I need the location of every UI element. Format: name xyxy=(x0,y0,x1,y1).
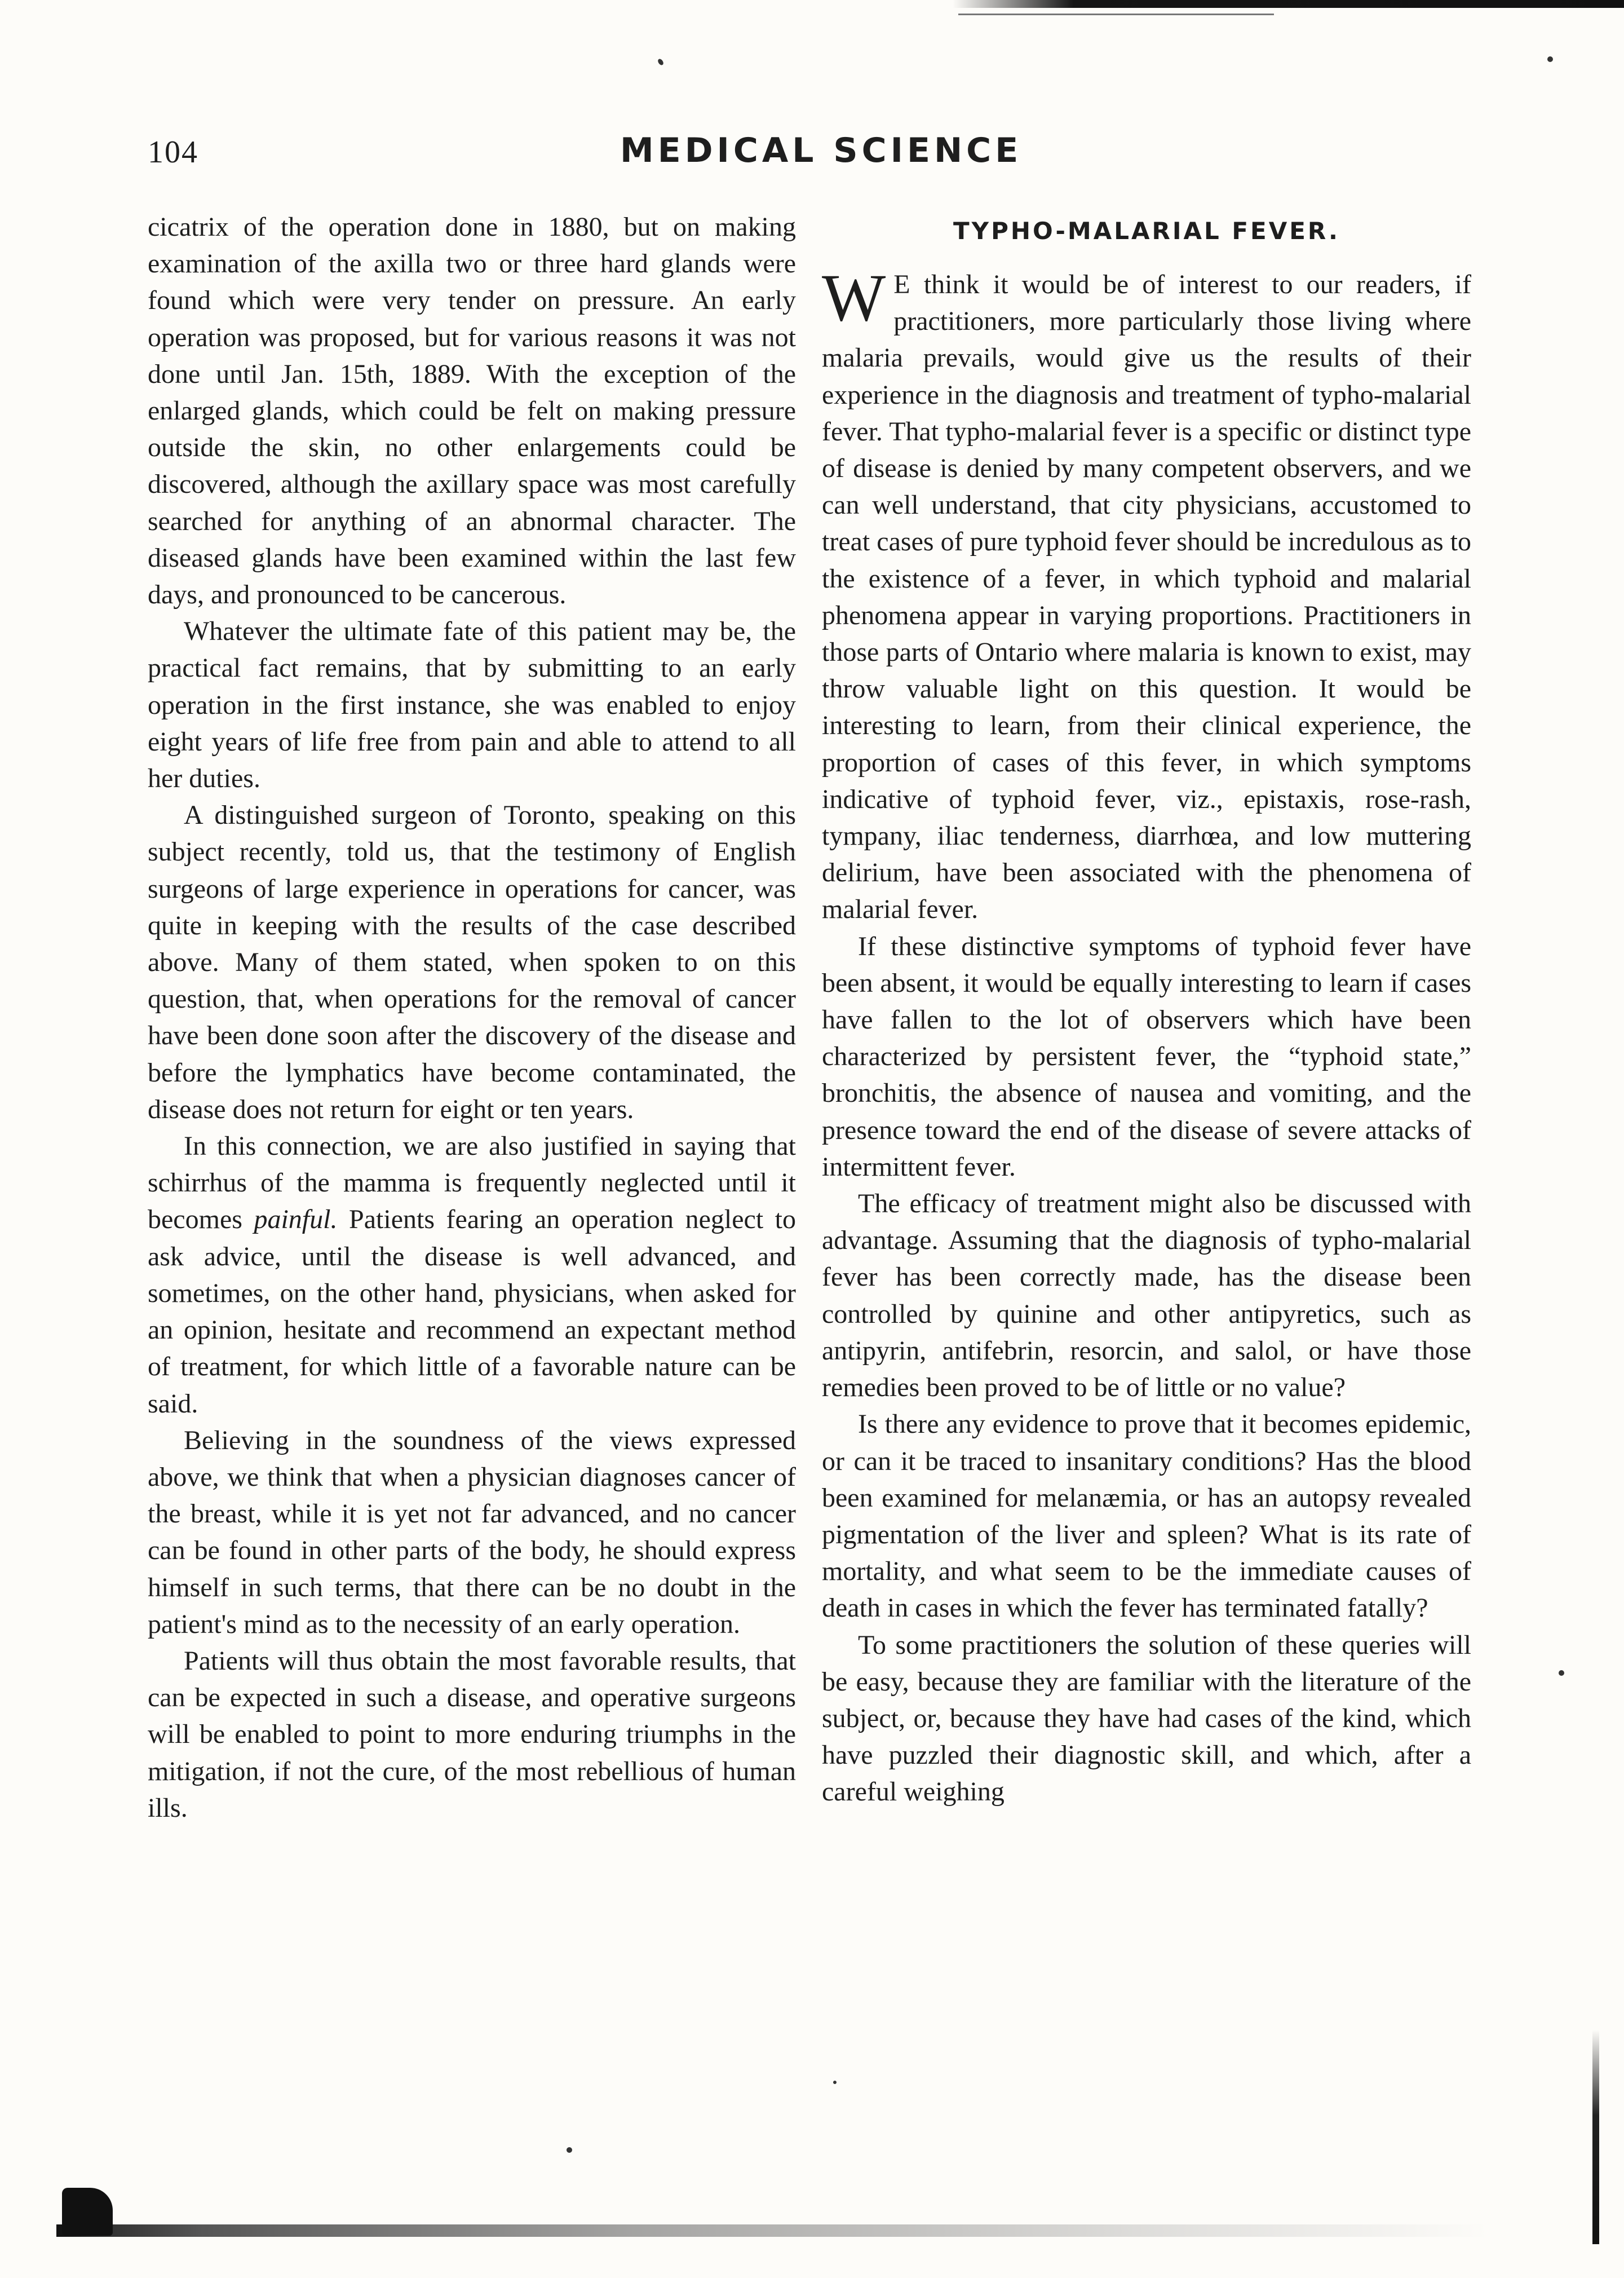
first-word-rest: E xyxy=(893,270,910,299)
scan-speck xyxy=(567,2147,572,2153)
paragraph: Is there any evidence to prove that it becomes epidemic, or can it be traced to insanitary conditions? Has the blood been examined for melanæmia, or has an autopsy revealed pigmentation of the liver and spleen? What is its rate of mortality, and what seem to be the immediate causes of death in cases in which the fever has terminated fatally? xyxy=(822,1409,1471,1623)
paragraph xyxy=(148,1128,796,1422)
paragraph: Patients will thus obtain the most favorable results, that can be expected in such a disease, and operative surgeons will be enabled to point to more enduring triumphs in the mitigation, if not the cure, of the most rebellious of human ills. xyxy=(148,1645,796,1823)
paragraph-text: Patients fearing an operation neglect to ask advice, until the disease is well advanced, and sometimes, on the other hand, physicians, when asked for an opinion, hesitate and recommend an expectant method of treatment, for which little of a favorable nature can be said. xyxy=(148,1204,796,1419)
italic-word: painful. xyxy=(254,1204,338,1235)
journal-title: MEDICAL SCIENCE xyxy=(620,131,1023,170)
paragraph-text: In this connection, we are also justified in saying that schirrhus of the mamma is frequently neglected until it becomes xyxy=(148,1131,796,1235)
left-column xyxy=(148,209,796,1826)
top-border-rule xyxy=(953,0,1624,8)
paragraph xyxy=(822,260,1471,928)
paragraph-text: think it would be of interest to our readers, if practitioners, more particularly those living where malaria prevails, would give us the results of their experience in the diagnosis and treatment of typho-malarial fever. That typho-malarial fever is a specific or distinct type of disease is denied by many competent observers, and we can well understand, that city physicians, accustomed to treat cases of pure typhoid fever should be incredulous as to the existence of a fever, in which typhoid and malarial phenomena appear in varying proportions. Practitioners in those parts of Ontario where malaria is known to exist, may throw valuable light on this question. It would be interesting to learn, from their clinical experience, the proportion of cases of this fever, in which symptoms indicative of typhoid fever, viz., epistaxis, rose-rash, tympany, iliac tenderness, diarrhœa, and low muttering delirium, have been associated with the phenomena of malarial fever. xyxy=(822,270,1471,925)
paragraph: The efficacy of treatment might also be discussed with advantage. Assuming that the diagnosis of typho-malarial fever has been correctly made, has the disease been controlled by quinine and other antipyretics, such as antipyrin, antifebrin, resorcin, and salol, or have those remedies been proved to be of little or no value? xyxy=(822,1189,1471,1403)
bottom-scan-edge xyxy=(56,2224,1488,2237)
right-column xyxy=(822,213,1471,1811)
page-number: 104 xyxy=(148,135,198,170)
paragraph: If these distinctive symptoms of typhoid fever have been absent, it would be equally interesting to learn if cases have fallen to the lot of observers which have been characterized by persistent fever, the “typhoid state,” bronchitis, the absence of nausea and vomiting, and the presence toward the end of the disease of severe attacks of intermittent fever. xyxy=(822,931,1471,1182)
paragraph: cicatrix of the operation done in 1880, but on making examination of the axilla two or three hard glands were found which were very tender on pressure. An early operation was proposed, but for various reasons it was not done until Jan. 15th, 1889. With the exception of the enlarged glands, which could be felt on making pressure outside the skin, no other enlargements could be discovered, although the axillary space was most carefully searched for anything of an abnormal character. The diseased glands have been examined within the last few days, and pronounced to be cancerous. xyxy=(148,212,796,610)
top-border-rule-thin xyxy=(958,14,1274,15)
paragraph: Believing in the soundness of the views expressed above, we think that when a physician diagnoses cancer of the breast, while it is yet not far advanced, and no cancer can be found in other parts of the body, he should express himself in such terms, that there can be no doubt in the patient's mind as to the necessity of an early operation. xyxy=(148,1425,796,1639)
paragraph: A distinguished surgeon of Toronto, speaking on this subject recently, told us, that the testimony of English surgeons of large experience in operations for cancer, was quite in keeping with the results of the case described above. Many of them stated, when spoken to on this question, that, when operations for the removal of cancer have been done soon after the discovery of the disease and before the lymphatics have become contaminated, the disease does not return for eight or ten years. xyxy=(148,800,796,1124)
scan-speck xyxy=(833,2081,837,2084)
drop-cap: W xyxy=(822,260,886,335)
scan-speck xyxy=(1559,1670,1564,1676)
paragraph: To some practitioners the solution of these queries will be easy, because they are familiar with the literature of the subject, or, because they have had cases of the kind, which have puzzled their diagnostic skill, and which, after a careful weighing xyxy=(822,1630,1471,1807)
paragraph: Whatever the ultimate fate of this patient may be, the practical fact remains, that by submitting to an early operation in the first instance, she was enabled to enjoy eight years of life free from pain and able to attend to all her duties. xyxy=(148,616,796,794)
scan-speck xyxy=(1547,56,1553,62)
right-scan-edge xyxy=(1592,2030,1599,2244)
article-title: TYPHO-MALARIAL FEVER. xyxy=(953,217,1340,245)
scan-speck xyxy=(657,58,664,66)
bottom-scan-mark xyxy=(62,2188,113,2236)
